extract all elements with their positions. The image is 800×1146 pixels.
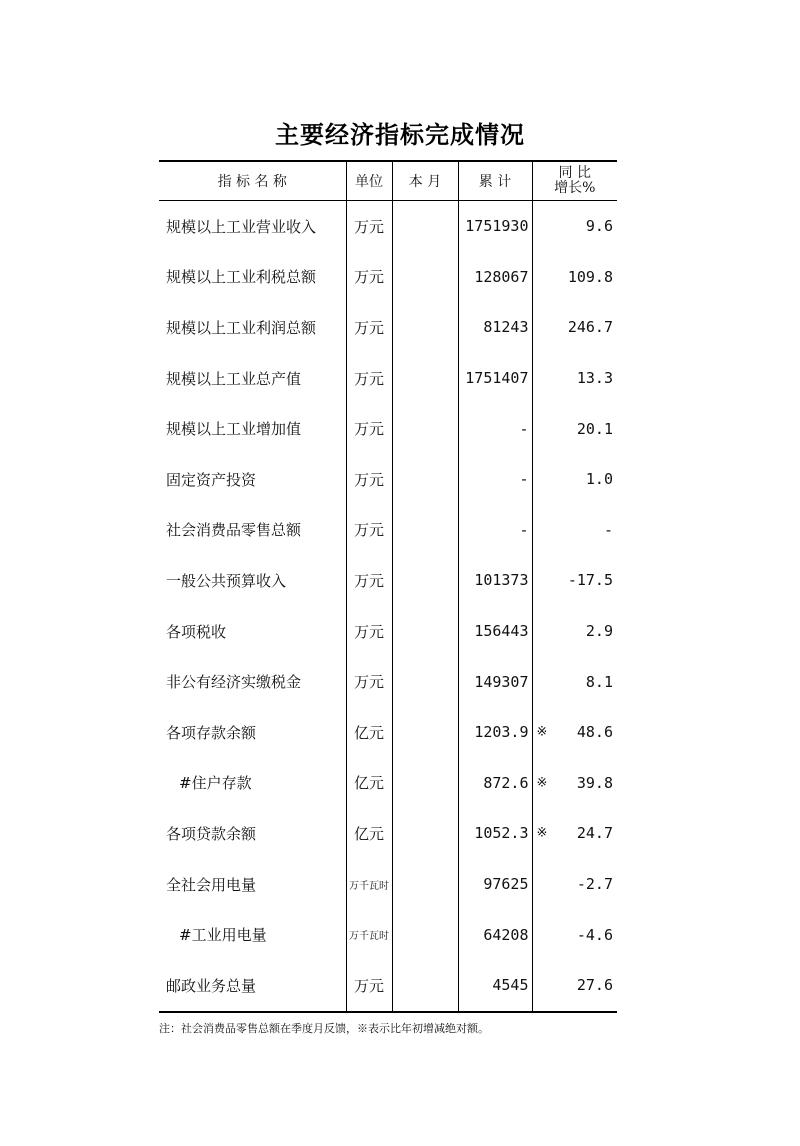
indicator-name-cell: 一般公共预算收入: [166, 571, 287, 590]
table-row: [159, 808, 617, 859]
unit-cell: 万元: [346, 656, 392, 707]
indicator-name-cell: 规模以上工业营业收入: [166, 217, 317, 236]
yoy-growth-cell: [532, 252, 617, 303]
indicator-name-cell: 规模以上工业利税总额: [166, 268, 317, 287]
table-row: [159, 758, 617, 809]
yoy-growth-value: 27.6: [576, 976, 613, 995]
yoy-growth-value: 1.0: [585, 470, 613, 489]
yoy-growth-cell: [532, 808, 617, 859]
this-month-cell: [392, 454, 458, 505]
cumulative-cell: 156443: [458, 606, 532, 657]
unit-cell: 万元: [346, 454, 392, 505]
table-row: [159, 606, 617, 657]
unit-cell: 万千瓦时: [346, 859, 392, 910]
yoy-growth-value: 20.1: [576, 419, 613, 438]
indicator-name-cell: #工业用电量: [179, 926, 267, 945]
indicator-name-cell: 规模以上工业增加值: [166, 420, 302, 439]
table-row: [159, 707, 617, 758]
cumulative-cell: -: [458, 403, 532, 454]
yoy-growth-value: 109.8: [567, 267, 613, 286]
yoy-growth-cell: [532, 859, 617, 910]
yoy-growth-cell: [532, 707, 617, 758]
this-month-cell: [392, 353, 458, 404]
cumulative-cell: -: [458, 454, 532, 505]
yoy-growth-value: 24.7: [576, 824, 613, 843]
yoy-growth-value: 246.7: [567, 318, 613, 337]
cumulative-cell: 64208: [458, 909, 532, 960]
table-header-row: [159, 161, 617, 201]
footnote: 注：社会消费品零售总额在季度月反馈，※表示比年初增减绝对额。: [159, 1022, 489, 1035]
yoy-growth-cell: [532, 454, 617, 505]
indicator-name-cell: 各项存款余额: [166, 723, 257, 742]
table-row: [159, 505, 617, 556]
yoy-growth-cell: [532, 656, 617, 707]
header-unit: 单位: [346, 161, 392, 201]
this-month-cell: [392, 808, 458, 859]
header-this-month: 本 月: [392, 161, 458, 201]
table-row: [159, 403, 617, 454]
cumulative-cell: 1052.3: [458, 808, 532, 859]
yoy-growth-cell: [532, 909, 617, 960]
table-row: [159, 353, 617, 404]
cumulative-cell: 149307: [458, 656, 532, 707]
indicator-name-cell: 规模以上工业总产值: [166, 369, 302, 388]
unit-cell: 亿元: [346, 758, 392, 809]
yoy-growth-cell: [532, 302, 617, 353]
header-yoy-line1: 同 比: [558, 165, 591, 181]
indicator-name-cell: 规模以上工业利润总额: [166, 318, 317, 337]
indicator-name-cell: 全社会用电量: [166, 875, 257, 894]
unit-cell: 万千瓦时: [346, 909, 392, 960]
unit-cell: 亿元: [346, 808, 392, 859]
unit-cell: 万元: [346, 302, 392, 353]
yoy-growth-value: 8.1: [585, 672, 613, 691]
indicator-name-cell: 固定资产投资: [166, 470, 257, 489]
this-month-cell: [392, 606, 458, 657]
unit-cell: 万元: [346, 555, 392, 606]
cumulative-cell: -: [458, 505, 532, 556]
cumulative-cell: 97625: [458, 859, 532, 910]
absolute-change-mark: ※: [536, 775, 548, 791]
this-month-cell: [392, 909, 458, 960]
absolute-change-mark: ※: [536, 825, 548, 841]
yoy-growth-value: -17.5: [567, 571, 613, 590]
yoy-growth-value: -2.7: [576, 875, 613, 894]
yoy-growth-value: -4.6: [576, 925, 613, 944]
cumulative-cell: 1203.9: [458, 707, 532, 758]
cumulative-cell: 128067: [458, 252, 532, 303]
unit-cell: 亿元: [346, 707, 392, 758]
cumulative-cell: 1751407: [458, 353, 532, 404]
header-yoy-line2: 增长%: [554, 180, 596, 196]
indicator-table: [159, 160, 617, 1013]
header-indicator-name: 指 标 名 称: [159, 161, 346, 201]
unit-cell: 万元: [346, 505, 392, 556]
table-row: [159, 656, 617, 707]
yoy-growth-cell: [532, 403, 617, 454]
cumulative-cell: 872.6: [458, 758, 532, 809]
unit-cell: 万元: [346, 353, 392, 404]
this-month-cell: [392, 656, 458, 707]
yoy-growth-value: 39.8: [576, 773, 613, 792]
table-row: [159, 960, 617, 1012]
this-month-cell: [392, 758, 458, 809]
yoy-growth-cell: [532, 353, 617, 404]
indicator-name-cell: 邮政业务总量: [166, 976, 257, 995]
unit-cell: 万元: [346, 403, 392, 454]
yoy-growth-cell: [532, 758, 617, 809]
indicator-name-cell: 非公有经济实缴税金: [166, 673, 302, 692]
indicator-name-cell: 各项税收: [166, 622, 227, 641]
yoy-growth-value: 9.6: [585, 217, 613, 236]
indicator-name-cell: 各项贷款余额: [166, 824, 257, 843]
indicator-name-cell: 社会消费品零售总额: [166, 521, 302, 540]
this-month-cell: [392, 859, 458, 910]
table-row: [159, 909, 617, 960]
this-month-cell: [392, 403, 458, 454]
cumulative-cell: 81243: [458, 302, 532, 353]
yoy-growth-value: 13.3: [576, 369, 613, 388]
yoy-growth-value: 48.6: [576, 723, 613, 742]
yoy-growth-cell: [532, 606, 617, 657]
cumulative-cell: 101373: [458, 555, 532, 606]
this-month-cell: [392, 302, 458, 353]
this-month-cell: [392, 252, 458, 303]
table-row: [159, 555, 617, 606]
table-row: [159, 201, 617, 252]
absolute-change-mark: ※: [536, 724, 548, 740]
page-title: 主要经济指标完成情况: [275, 121, 525, 149]
table-row: [159, 454, 617, 505]
yoy-growth-cell: [532, 555, 617, 606]
yoy-growth-cell: [532, 201, 617, 252]
this-month-cell: [392, 201, 458, 252]
yoy-growth-cell: [532, 960, 617, 1012]
header-cumulative: 累 计: [458, 161, 532, 201]
table-row: [159, 302, 617, 353]
unit-cell: 万元: [346, 960, 392, 1012]
cumulative-cell: 1751930: [458, 201, 532, 252]
this-month-cell: [392, 960, 458, 1012]
table-body: [159, 201, 617, 1012]
indicator-name-cell: #住户存款: [179, 774, 252, 793]
cumulative-cell: 4545: [458, 960, 532, 1012]
this-month-cell: [392, 707, 458, 758]
this-month-cell: [392, 505, 458, 556]
yoy-growth-value: 2.9: [585, 622, 613, 641]
this-month-cell: [392, 555, 458, 606]
unit-cell: 万元: [346, 606, 392, 657]
yoy-growth-value: -: [603, 520, 613, 539]
header-yoy-growth: [532, 161, 617, 201]
yoy-growth-cell: [532, 505, 617, 556]
table-row: [159, 859, 617, 910]
table-row: [159, 252, 617, 303]
unit-cell: 万元: [346, 201, 392, 252]
unit-cell: 万元: [346, 252, 392, 303]
